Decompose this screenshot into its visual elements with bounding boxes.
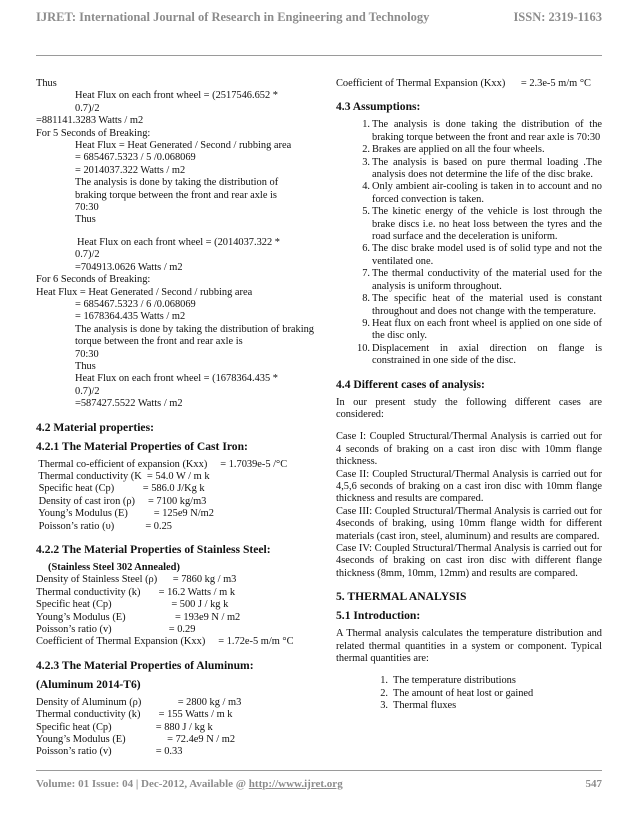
list-item: 6. The disc brake model used is of solid type and not the ventilated one. — [362, 243, 602, 267]
property-line: Specific heat (Cp) = 880 J / kg k — [36, 721, 213, 733]
property-line: Young’s Modulus (E) = 193e9 N / m2 — [36, 611, 241, 623]
list-item: 2. Brakes are applied on all the four wheels. — [362, 144, 545, 156]
text-line: braking torque between the front and rear axle is — [75, 189, 277, 201]
text-line: = 1678364.435 Watts / m2 — [75, 311, 186, 323]
list-item: 2. The amount of heat lost or gained — [380, 687, 534, 699]
list-item: 3. The analysis is based on pure thermal loading .The analysis does not determine the life of the disc brake. — [362, 156, 602, 181]
property-line: Poisson’s ratio (v) = 0.29 — [36, 624, 196, 636]
left-column — [36, 78, 314, 759]
text-line: = 2014037.322 Watts / m2 — [75, 164, 186, 176]
text-line: =881141.3283 Watts / m2 — [36, 115, 144, 127]
assumptions-list — [336, 119, 602, 367]
text-line: Heat Flux on each front wheel = (2517546.652 * — [75, 90, 278, 102]
text-line: 70:30 — [75, 348, 99, 360]
property-line: Young’s Modulus (E) = 72.4e9 N / m2 — [36, 734, 236, 746]
text-line: For 6 Seconds of Breaking: — [36, 274, 151, 286]
text-line: Thus — [36, 78, 57, 89]
list-item: 9. Heat flux on each front wheel is applied on one side of the disc only. — [362, 317, 602, 342]
text-line: The analysis is done by taking the distribution of — [75, 177, 279, 189]
property-line: Density of Aluminum (ρ) = 2800 kg / m3 — [36, 696, 242, 708]
text-paragraph: In our present study the following different cases are considered: — [336, 396, 602, 420]
section-heading-4-4: 4.4 Different cases of analysis: — [336, 377, 485, 391]
property-line: Thermal co-efficient of expansion (Kxx) = 1.7039e-5 /°C — [36, 458, 288, 470]
section-heading-4-2-1: 4.2.1 The Material Properties of Cast Iron: — [36, 439, 248, 453]
text-line: Heat Flux = Heat Generated / Second / rubbing area — [36, 286, 253, 298]
property-line: Thermal conductivity (k) = 155 Watts / m k — [36, 709, 233, 721]
case-paragraph: Case III: Coupled Structural/Thermal Analysis is carried out for 4seconds of braking, using 10mm flange width for different materials (cast iron, steel, aluminum) and results are compared. — [336, 505, 602, 542]
case-paragraph: Case IV: Coupled Structural/Thermal Analysis is carried out for 4seconds of braking on cast iron disc with different flange thickness (8mm, 10mm, 12mm) and results are compared. — [336, 543, 602, 579]
footer-volume: Volume: 01 Issue: 04 | Dec-2012, Available @ http://www.ijret.org — [36, 778, 343, 790]
right-column — [336, 78, 602, 713]
text-line: For 5 Seconds of Breaking: — [36, 127, 151, 139]
list-item: 4. Only ambient air-cooling is taken in to account and no forced convection is taken. — [362, 181, 602, 205]
property-line: Density of cast iron (ρ) = 7100 kg/m3 — [36, 495, 207, 507]
stainless-subtitle: (Stainless Steel 302 Annealed) — [48, 562, 180, 573]
footer-rule — [36, 770, 602, 771]
header-rule — [36, 55, 602, 56]
section-heading-5: 5. THERMAL ANALYSIS — [336, 590, 467, 604]
text-line: 70:30 — [75, 202, 99, 214]
text-line: 0.7)/2 — [75, 385, 100, 397]
list-item: 3. Thermal fluxes — [380, 700, 457, 712]
text-line: Heat Flux on each front wheel = (1678364.435 * — [75, 373, 278, 385]
text-line: Heat Flux on each front wheel = (2014037.322 * — [77, 236, 280, 248]
property-line: Young’s Modulus (E) = 125e9 N/m2 — [36, 508, 214, 520]
text-line: 0.7)/2 — [75, 249, 100, 261]
property-line: Poisson’s ratio (υ) = 0.25 — [36, 520, 172, 532]
property-line: Thermal conductivity (k) = 16.2 Watts / m k — [36, 586, 236, 598]
property-line: Coefficient of Thermal Expansion (Kxx) = 1.72e-5 m/m °C — [36, 636, 294, 648]
text-line: 0.7)/2 — [75, 102, 100, 114]
property-line: Density of Stainless Steel (ρ) = 7860 kg / m3 — [36, 574, 237, 586]
text-paragraph: A Thermal analysis calculates the temperature distribution and related thermal quantities in a system or component. Typical thermal quantities are: — [336, 628, 602, 665]
aluminum-subtitle: (Aluminum 2014-T6) — [36, 677, 141, 691]
section-heading-4-2-3: 4.2.3 The Material Properties of Aluminum: — [36, 658, 254, 672]
page-header — [36, 10, 602, 32]
property-line: Poisson’s ratio (v) = 0.33 — [36, 746, 183, 758]
text-line: = 685467.5323 / 5 /0.068069 — [75, 152, 196, 164]
text-line: Heat Flux = Heat Generated / Second / rubbing area — [75, 140, 292, 152]
section-heading-5-1: 5.1 Introduction: — [336, 609, 421, 623]
stainless-properties — [36, 574, 314, 648]
list-item: 1. The analysis is done taking the distribution of the braking torque between the front and rear axle is 70:30 — [362, 119, 602, 143]
list-item: 1. The temperature distributions — [380, 675, 516, 687]
property-line: Thermal conductivity (K = 54.0 W / m k — [36, 470, 210, 482]
quantities-list — [336, 675, 602, 712]
case-paragraph: Case I: Coupled Structural/Thermal Analysis is carried out for 4 seconds of braking on a cast iron disc with 10mm flange thickness. — [336, 431, 602, 468]
list-item: 10. Displacement in axial direction on flange is constrained in one side of the disc. — [357, 342, 602, 367]
journal-title: IJRET: International Journal of Research in Engineering and Technology — [36, 10, 430, 24]
list-item: 8. The specific heat of the material used is constant throughout and does not change with the temperature. — [362, 293, 602, 317]
issn: ISSN: 2319-1163 — [513, 10, 602, 24]
section-heading-4-2: 4.2 Material properties: — [36, 420, 154, 434]
list-item: 5. The kinetic energy of the vehicle is lost through the brake discs i.e. no heat loss between the tyres and the road surface and the deceleration is uniform. — [362, 206, 602, 243]
text-line: Thus — [75, 360, 96, 372]
property-line: Coefficient of Thermal Expansion (Kxx) = 2.3e-5 m/m °C — [336, 78, 591, 89]
section-heading-4-3: 4.3 Assumptions: — [336, 100, 421, 114]
property-line: Specific heat (Cp) = 500 J / kg k — [36, 599, 229, 611]
text-line: =587427.5522 Watts / m2 — [75, 398, 183, 410]
section-heading-4-2-2: 4.2.2 The Material Properties of Stainless Steel: — [36, 543, 271, 556]
case-paragraph: Case II: Coupled Structural/Thermal Analysis is carried out for 4,5,6 seconds of braking on a cast iron disc with 10mm flange thickness and results are compared. — [336, 468, 602, 505]
journal-url-link[interactable]: http://www.ijret.org — [248, 778, 343, 790]
text-line: = 685467.5323 / 6 /0.068069 — [75, 298, 196, 310]
aluminum-properties — [36, 697, 314, 759]
page-number: 547 — [585, 778, 602, 790]
property-line: Specific heat (Cp) = 586.0 J/Kg k — [36, 483, 205, 495]
text-paragraph: The analysis is done by taking the distribution of braking torque between the front and rear axle is — [75, 323, 314, 348]
page-footer — [36, 778, 602, 796]
text-line: =704913.0626 Watts / m2 — [75, 261, 183, 273]
text-line: Thus — [75, 214, 96, 226]
list-item: 7. The thermal conductivity of the material used for the analysis is uniform throughout. — [362, 268, 602, 292]
cast-iron-properties — [36, 459, 314, 533]
